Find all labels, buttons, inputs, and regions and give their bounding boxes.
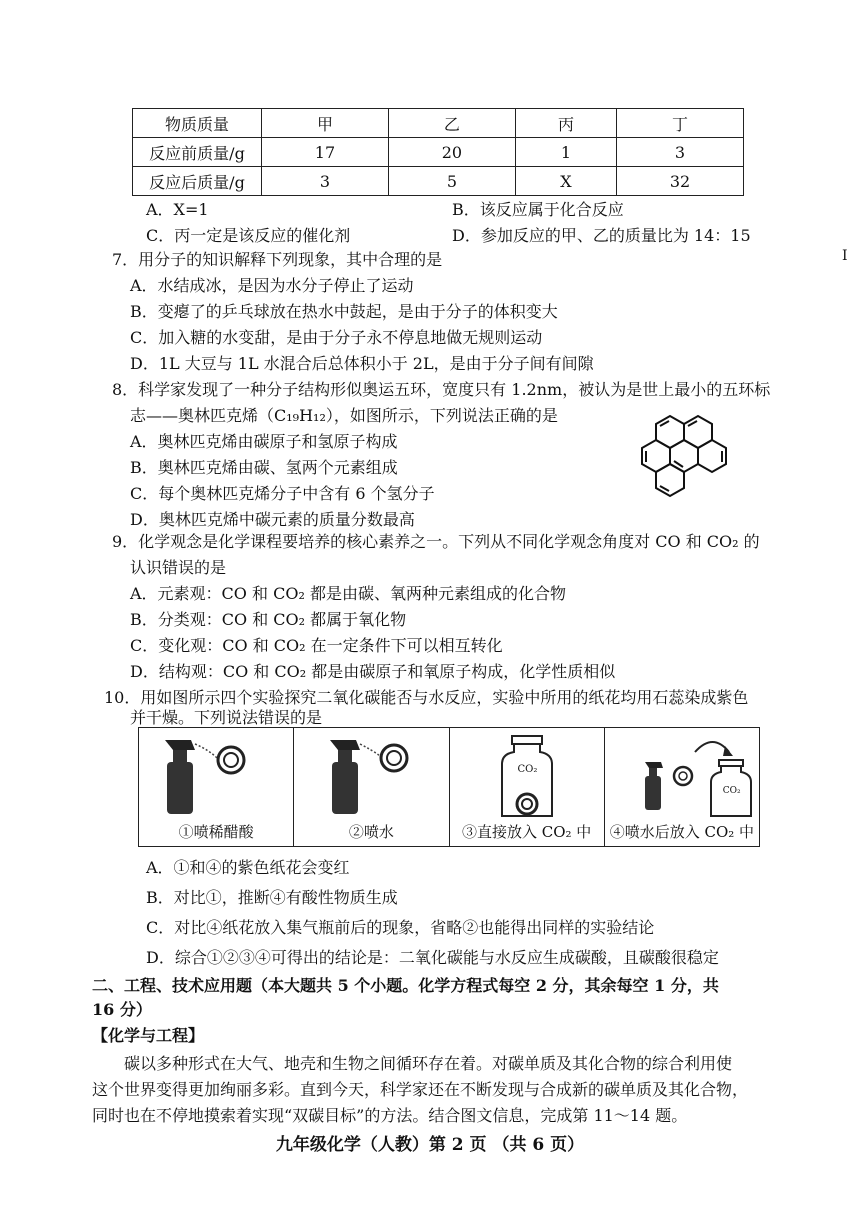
q9-option-b: B．分类观：CO 和 CO₂ 都属于氧化物 [130, 610, 407, 629]
table-header-cell: 乙 [388, 109, 515, 138]
section-title-line2: 16 分） [92, 1000, 152, 1019]
section-paragraph-line3: 同时也在不停地摸索着实现“双碳目标”的方法。结合图文信息，完成第 11～14 题。 [92, 1106, 688, 1125]
q7-stem: 7．用分子的知识解释下列现象，其中合理的是 [112, 250, 443, 269]
section-paragraph-line2: 这个世界变得更加绚丽多彩。直到今天，科学家还在不断发现与合成新的碳单质及其化合物， [92, 1080, 749, 1099]
table-cell: 1 [515, 138, 616, 167]
table-row [133, 167, 744, 196]
table-cell: 20 [388, 138, 515, 167]
q10-stem-line2: 并干燥。下列说法错误的是 [130, 708, 323, 727]
q9-stem-line1: 9．化学观念是化学课程要培养的核心素养之一。下列从不同化学观念角度对 CO 和 CO₂ 的 [112, 532, 760, 551]
mass-table [132, 108, 744, 196]
q7-option-a: A．水结成冰，是因为水分子停止了运动 [130, 276, 414, 295]
section-title-line1: 二、工程、技术应用题（本大题共 5 个小题。化学方程式每空 2 分，其余每空 1 分，共 [92, 976, 719, 995]
table-cell: 3 [617, 138, 744, 167]
q10-option-a: A．①和④的紫色纸花会变红 [146, 858, 350, 877]
q7-option-d: D．1L 大豆与 1L 水混合后总体积小于 2L，是由于分子间有间隙 [130, 354, 594, 373]
q8-stem-line2: 志——奥林匹克烯（C₁₉H₁₂），如图所示，下列说法正确的是 [130, 406, 558, 425]
q9-option-d: D．结构观：CO 和 CO₂ 都是由碳原子和氧原子构成，化学性质相似 [130, 662, 616, 681]
section-paragraph-line1: 碳以多种形式在大气、地壳和生物之间循环存在着。对碳单质及其化合物的综合利用使 [124, 1054, 733, 1073]
experiment-panel-1 [139, 728, 294, 846]
q9-option-a: A．元素观：CO 和 CO₂ 都是由碳、氧两种元素组成的化合物 [130, 584, 566, 603]
table-cell: 反应后质量/g [133, 167, 262, 196]
q7-option-b: B．变瘪了的乒乓球放在热水中鼓起，是由于分子的体积变大 [130, 302, 558, 321]
table-cell: 32 [617, 167, 744, 196]
jar-label: CO₂ [517, 764, 538, 775]
table-cell: 3 [262, 167, 389, 196]
experiment-caption-3: ③直接放入 CO₂ 中 [461, 823, 592, 841]
olympicene-structure [636, 414, 746, 504]
table-header-cell: 丁 [617, 109, 744, 138]
q6-option-c: C．丙一定是该反应的催化剂 [146, 226, 351, 245]
experiment-caption-2: ②喷水 [348, 823, 394, 841]
q8-stem-line1: 8．科学家发现了一种分子结构形似奥运五环，宽度只有 1.2nm，被认为是世上最小的五环标 [112, 380, 771, 399]
q8-option-c: C．每个奥林匹克烯分子中含有 6 个氢分子 [130, 484, 435, 503]
experiment-caption-1: ①喷稀醋酸 [178, 823, 254, 841]
table-header-cell: 甲 [262, 109, 389, 138]
table-header-cell: 物质质量 [133, 109, 262, 138]
q10-option-d: D．综合①②③④可得出的结论是：二氧化碳能与水反应生成碳酸，且碳酸很稳定 [146, 948, 719, 967]
q10-option-c: C．对比④纸花放入集气瓶前后的现象，省略②也能得出同样的实验结论 [146, 918, 655, 937]
table-cell: 5 [388, 167, 515, 196]
q8-option-b: B．奥林匹克烯由碳、氢两个元素组成 [130, 458, 398, 477]
table-header-cell: 丙 [515, 109, 616, 138]
q6-option-a: A．X=1 [146, 200, 209, 219]
page-footer: 九年级化学（人教）第 2 页 （共 6 页） [275, 1135, 585, 1155]
experiment-caption-4: ④喷水后放入 CO₂ 中 [609, 823, 755, 841]
experiment-panel-3 [450, 728, 605, 846]
q6-option-b: B．该反应属于化合反应 [452, 200, 624, 219]
q8-option-a: A．奥林匹克烯由碳原子和氢原子构成 [130, 432, 398, 451]
experiment-panel-4 [605, 728, 759, 846]
margin-mark: I [842, 248, 848, 264]
spray-then-jar-icon [605, 732, 781, 820]
jar-label: CO₂ [722, 786, 741, 796]
q7-option-c: C．加入糖的水变甜，是由于分子永不停息地做无规则运动 [130, 328, 543, 347]
experiment-figure [138, 727, 760, 847]
table-header-row [133, 109, 744, 138]
q6-option-d: D．参加反应的甲、乙的质量比为 14：15 [452, 226, 751, 245]
q8-option-d: D．奥林匹克烯中碳元素的质量分数最高 [130, 510, 415, 529]
q10-stem-line1: 10．用如图所示四个实验探究二氧化碳能否与水反应，实验中所用的纸花均用石蕊染成紫色 [104, 688, 749, 707]
spray-bottle-icon [139, 732, 281, 818]
spray-bottle-icon [294, 732, 436, 818]
table-cell: 17 [262, 138, 389, 167]
table-row [133, 138, 744, 167]
experiment-panel-2 [294, 728, 449, 846]
gas-jar-icon [450, 732, 604, 820]
q10-option-b: B．对比①，推断④有酸性物质生成 [146, 888, 398, 907]
q9-option-c: C．变化观：CO 和 CO₂ 在一定条件下可以相互转化 [130, 636, 503, 655]
table-cell: 反应前质量/g [133, 138, 262, 167]
q9-stem-line2: 认识错误的是 [130, 558, 227, 577]
section-subheading: 【化学与工程】 [92, 1026, 205, 1045]
table-cell: X [515, 167, 616, 196]
